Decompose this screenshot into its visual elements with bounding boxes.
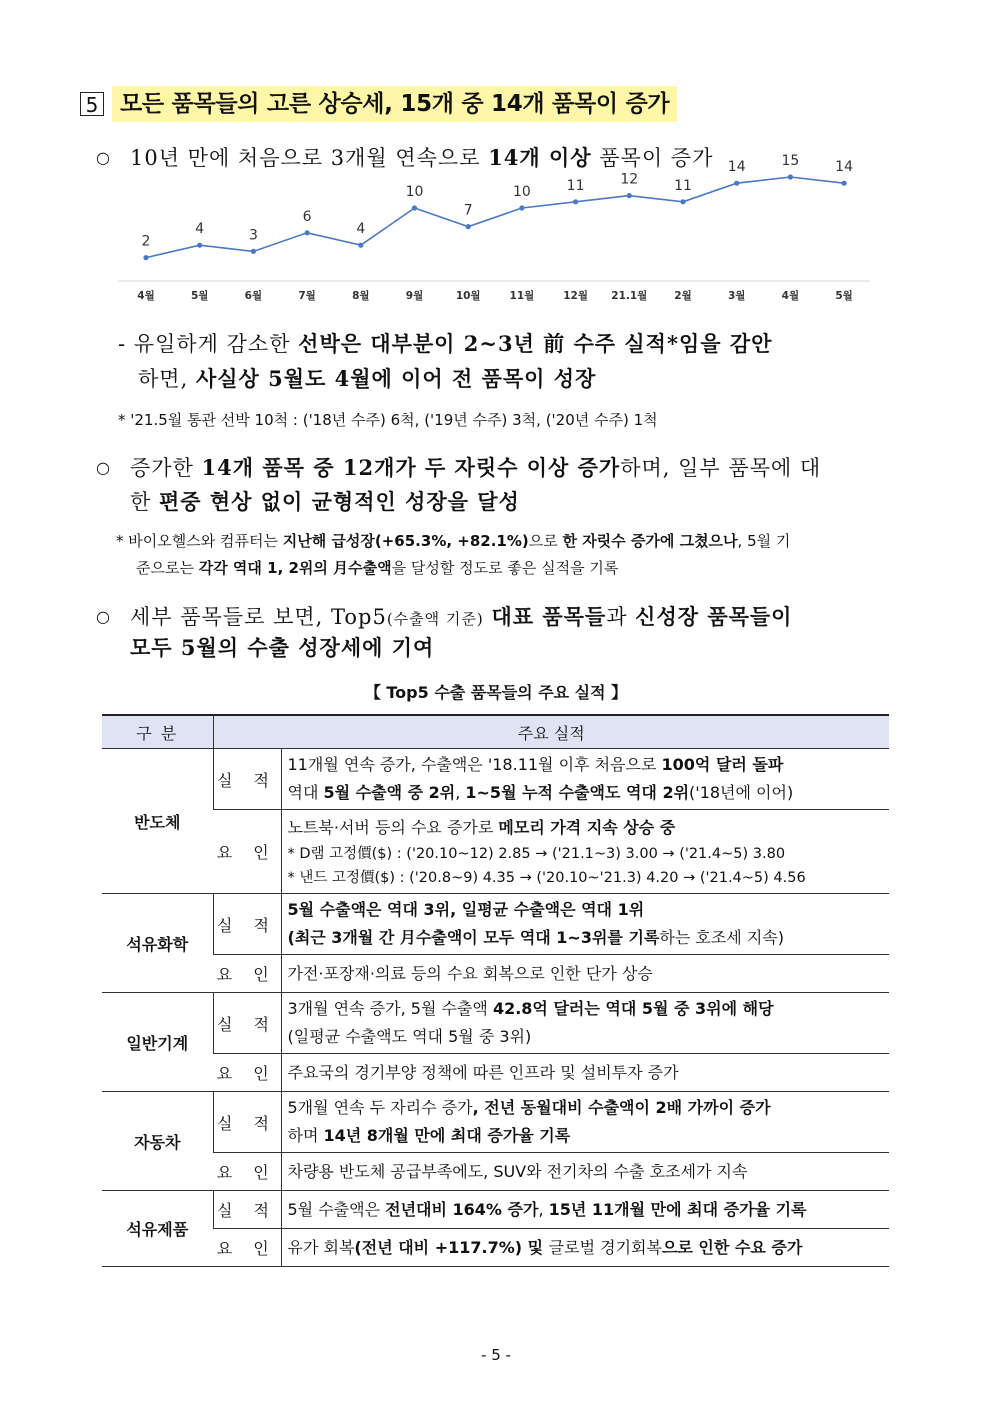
data-label: 10 [512, 184, 531, 200]
dash-item-line-2 [138, 361, 596, 397]
series-line [146, 177, 844, 258]
text-segment: 세부 품목들로 보면, Top5 [130, 605, 387, 629]
data-label: 14 [835, 159, 854, 176]
text-segment-bold: 14개 품목 중 12개가 두 자릿수 이상 증가 [201, 455, 621, 480]
text-segment: (최근 3개월 간 月수출액이 모두 역대 1~3위를 기록 [287, 928, 660, 947]
x-tick-label: 4월 [137, 290, 155, 302]
text-segment-bold: 선박은 대부분이 2~3년 前 수주 실적*임을 감안 [298, 331, 773, 356]
text-segment-bold: 각각 역대 1, 2위의 月수출액 [198, 559, 392, 577]
dash-item-line-1 [118, 326, 772, 362]
row-label-performance: 실 적 [213, 749, 281, 810]
data-point [680, 199, 685, 204]
dash-marker: - [118, 332, 127, 356]
text-segment: , 5월 기 [737, 532, 791, 550]
section-title: 모든 품목들의 고른 상승세, 15개 중 14개 품목이 증가 [112, 86, 677, 122]
row-category: 자동차 [102, 1092, 213, 1191]
table-row [102, 993, 889, 1054]
text-segment-bold: 사실상 5월도 4월에 이어 전 품목이 성장 [195, 366, 597, 391]
cell-line [288, 842, 886, 866]
line-chart [0, 0, 992, 320]
note-1: * '21.5월 통관 선박 10척 : ('18년 수주) 6척, ('19년 수주) 3척, ('20년 수주) 1척 [118, 411, 658, 429]
data-point [197, 243, 202, 248]
text-segment-bold: 하는 호조세 지속) [659, 928, 784, 947]
x-tick-label: 8월 [352, 290, 370, 302]
cell-line [288, 995, 886, 1023]
row-factor [281, 1229, 889, 1267]
table-header-row [102, 715, 889, 749]
text-segment: * 낸드 고정價($) : ('20.8~9) 4.35 → ('20.10~'21.3) 4.20 → ('21.4~5) 4.56 [287, 869, 806, 886]
row-label-performance: 실 적 [213, 993, 281, 1054]
table-row [102, 894, 889, 955]
top5-table [102, 714, 889, 1267]
row-performance [281, 993, 889, 1054]
data-point [412, 205, 417, 210]
row-factor [281, 1054, 889, 1092]
table-row [102, 1191, 889, 1229]
text-segment: * 바이오헬스와 컴퓨터는 [116, 532, 283, 550]
text-segment-bold: 15년 11개월 만에 최대 증가율 기록 [548, 1199, 807, 1219]
data-label: 7 [463, 202, 473, 219]
cell-line [288, 1158, 886, 1186]
text-segment: (일평균 수출액도 역대 5월 중 3위) [287, 1027, 532, 1046]
text-segment-bold: 으로 인한 수요 증가 [661, 1237, 803, 1257]
page-number: - 5 - [481, 1346, 511, 1364]
cell-line [288, 1023, 886, 1051]
x-tick-label: 3월 [727, 290, 746, 302]
cell-line [288, 960, 886, 988]
x-tick-label: 5월 [835, 290, 853, 302]
text-segment-bold: 신성장 품목들이 [635, 604, 793, 629]
text-segment: 11개월 연속 증가, 수출액은 '18.11월 이후 처음으로 [287, 755, 662, 774]
table-row [102, 955, 889, 993]
text-segment: 역대 [287, 783, 324, 802]
data-point [788, 174, 793, 179]
cell-line [288, 866, 886, 890]
bullet-2-line-2 [130, 484, 520, 520]
text-segment: 으로 [528, 532, 563, 550]
row-performance [281, 894, 889, 955]
data-point [573, 199, 578, 204]
text-segment: 유일하게 감소한 [133, 332, 299, 356]
cell-line [288, 1059, 886, 1087]
cell-line [288, 1196, 886, 1224]
text-segment: 노트북·서버 등의 수요 증가로 [287, 817, 499, 837]
text-segment: 5개월 연속 두 자리수 증가 [287, 1098, 473, 1117]
bullet-2-line-1 [130, 450, 821, 486]
text-segment: 유가 회복 [287, 1237, 355, 1257]
data-point [734, 181, 739, 186]
text-segment-bold: 42.8억 달러는 역대 5월 중 3위에 해당 [492, 999, 774, 1018]
text-segment-bold: 5월 수출액 중 2위 [323, 783, 456, 802]
data-point [358, 243, 363, 248]
text-segment-bold: 편중 현상 없이 균형적인 성장을 달성 [158, 489, 520, 514]
data-label: 11 [566, 177, 585, 194]
row-category: 석유화학 [102, 894, 213, 993]
text-segment-small: (수출액 기준) [386, 610, 484, 628]
section-number-box: 5 [80, 92, 104, 116]
data-point [627, 193, 632, 198]
row-label-factor: 요 인 [213, 1229, 281, 1267]
text-segment: 5월 수출액은 [287, 1199, 386, 1219]
x-tick-label: 2월 [674, 290, 692, 302]
bullet-3-line-2 [130, 630, 434, 666]
text-segment: ('18년에 이어) [689, 783, 794, 802]
row-label-factor: 요 인 [213, 810, 281, 894]
cell-line [288, 924, 886, 952]
note-2-line-2 [136, 555, 618, 581]
data-label: 4 [195, 221, 205, 238]
table-row [102, 749, 889, 810]
row-category: 일반기계 [102, 993, 213, 1092]
data-label: 11 [674, 177, 692, 194]
row-performance [281, 749, 889, 810]
x-tick-label: 9월 [405, 290, 424, 302]
data-point [466, 224, 471, 229]
text-segment-bold: 대표 품목들 [491, 604, 607, 629]
cell-line [288, 896, 886, 924]
text-segment: 10년 만에 처음으로 3개월 연속으로 [130, 146, 489, 170]
header-category: 구 분 [102, 715, 213, 749]
data-point [305, 230, 310, 235]
text-segment: , [455, 783, 466, 802]
cell-line [288, 1122, 886, 1150]
bullet-marker: ○ [96, 607, 110, 626]
x-tick-label: 5월 [190, 290, 209, 302]
text-segment-bold: 14년 8개월 만에 최대 증가율 기록 [323, 1126, 571, 1145]
data-point [251, 249, 256, 254]
data-point [143, 255, 148, 260]
text-segment-bold: 모두 5월의 수출 성장세에 기여 [130, 635, 435, 660]
bullet-marker: ○ [96, 458, 110, 477]
row-label-factor: 요 인 [213, 1153, 281, 1191]
text-segment: 하면, [138, 367, 196, 391]
data-label: 12 [620, 171, 639, 188]
x-tick-label: 11월 [509, 290, 535, 302]
row-label-factor: 요 인 [213, 955, 281, 993]
text-segment: * D램 고정價($) : ('20.10~12) 2.85 → ('21.1~3) 3.00 → ('21.4~5) 3.80 [287, 845, 786, 862]
text-segment: 주요국의 경기부양 정책에 따른 인프라 및 설비투자 증가 [287, 1062, 679, 1082]
data-label: 10 [405, 184, 424, 200]
data-point [842, 181, 847, 186]
text-segment-bold: 지난해 급성장(+65.3%, +82.1%) [282, 532, 529, 550]
text-segment: 한 [130, 490, 159, 514]
table-row [102, 1229, 889, 1267]
x-tick-label: 7월 [298, 290, 316, 302]
table-row [102, 1092, 889, 1153]
row-category: 석유제품 [102, 1191, 213, 1267]
data-label: 6 [302, 208, 312, 225]
cell-line [288, 814, 886, 842]
text-segment-bold: 100억 달러 돌파 [661, 755, 784, 774]
x-tick-label: 21.1월 [611, 290, 648, 302]
table-row [102, 1153, 889, 1191]
note-2-line-1 [116, 528, 790, 554]
text-segment-bold: (전년 대비 +117.7%) 및 [354, 1237, 549, 1257]
data-point [519, 205, 524, 210]
text-segment: 3개월 연속 증가, 5월 수출액 [287, 999, 493, 1018]
row-label-factor: 요 인 [213, 1054, 281, 1092]
text-segment-bold: 14개 이상 [488, 145, 592, 170]
text-segment-bold: , 전년 동월대비 수출액이 2배 가까이 증가 [472, 1098, 771, 1117]
data-label: 4 [356, 221, 366, 238]
text-segment-bold: 전년대비 164% 증가 [385, 1199, 539, 1219]
cell-line [288, 779, 886, 807]
text-segment: 차량용 반도체 공급부족에도, SUV와 전기차의 수출 호조세가 지속 [287, 1161, 748, 1181]
row-label-performance: 실 적 [213, 894, 281, 955]
row-factor [281, 955, 889, 993]
row-category: 반도체 [102, 749, 213, 894]
text-segment-bold: 한 자릿수 증가에 그쳤으나 [562, 532, 738, 550]
row-factor [281, 1153, 889, 1191]
row-label-performance: 실 적 [213, 1092, 281, 1153]
text-segment: 을 달성할 정도로 좋은 실적을 기록 [391, 559, 619, 577]
text-segment-bold: 메모리 가격 지속 상승 중 [498, 817, 676, 837]
table-row [102, 1054, 889, 1092]
data-label: 14 [727, 159, 746, 176]
header-content: 주요 실적 [213, 715, 889, 749]
text-segment: 증가한 [130, 456, 202, 480]
text-segment: 준으로는 [136, 559, 199, 577]
table-title: 【 Top5 수출 품목들의 주요 실적 】 [364, 683, 628, 702]
x-tick-label: 6월 [244, 290, 263, 302]
x-tick-label: 12월 [563, 290, 588, 302]
cell-line [288, 751, 886, 779]
data-label: 2 [141, 233, 151, 250]
text-segment: 가전·포장재·의료 등의 수요 회복으로 인한 단가 상승 [287, 963, 653, 983]
text-segment: , [538, 1199, 549, 1219]
text-segment: 글로벌 경기회복 [548, 1237, 662, 1257]
text-segment: 하며 [287, 1126, 324, 1145]
row-label-performance: 실 적 [213, 1191, 281, 1229]
cell-line [288, 1234, 886, 1262]
row-performance [281, 1092, 889, 1153]
text-segment-bold: 1~5월 누적 수출액도 역대 2위 [465, 783, 690, 802]
cell-line [288, 1094, 886, 1122]
row-performance [281, 1191, 889, 1229]
text-segment: 하며, 일부 품목에 대 [620, 456, 822, 480]
data-label: 15 [781, 153, 800, 169]
table-row [102, 810, 889, 894]
text-segment: 과 [606, 605, 636, 629]
text-segment: 품목이 증가 [591, 146, 714, 170]
bullet-marker: ○ [96, 148, 110, 167]
data-label: 3 [248, 227, 258, 244]
text-segment: 5월 수출액은 역대 3위, 일평균 수출액은 역대 1위 [287, 900, 645, 919]
x-tick-label: 10월 [455, 290, 481, 302]
row-factor [281, 810, 889, 894]
x-tick-label: 4월 [781, 290, 800, 302]
